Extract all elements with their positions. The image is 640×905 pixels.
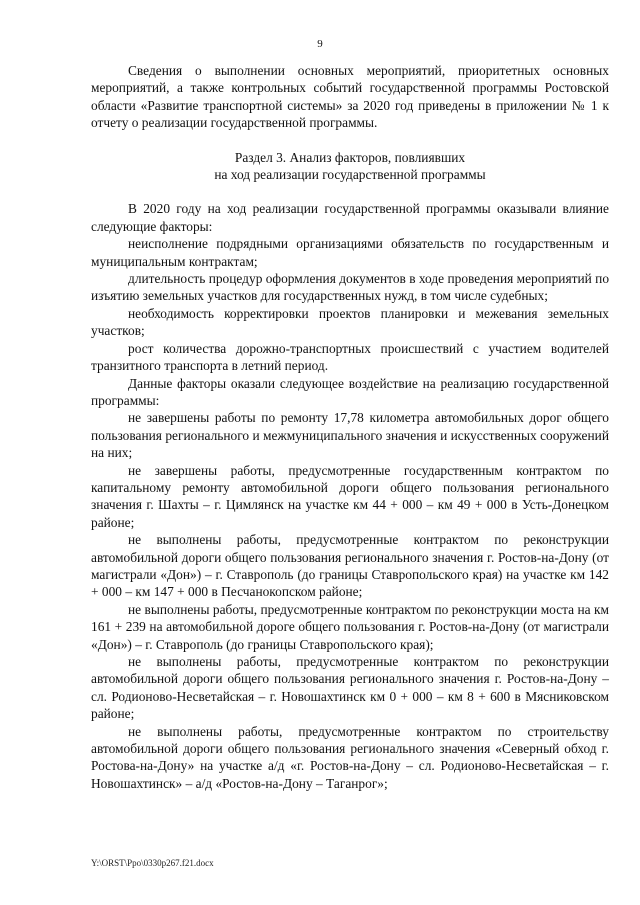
intro-paragraph: Сведения о выполнении основных мероприятий, приоритетных основных мероприятий, а также контрольных событий государственной программы Ростовской области «Развитие транспортной системы» за 2020 год приведены в приложении № 1 к отчету о реализации государственной программы. bbox=[91, 63, 609, 131]
impact-item: не выполнены работы, предусмотренные контрактом по строительству автомобильной дороги общего пользования регионального значения «Северный обход г. Ростова-на-Дону» на участке а/д «г. Ростов-на-Дону – сл. Родионово-Несветайская – г. Новошахтинск» – а/д «Ростов-на-Дону – Таганрог»; bbox=[91, 723, 609, 791]
section-heading-line-1: Раздел 3. Анализ факторов, повлиявших bbox=[234, 149, 466, 165]
footer-file-path: Y:\ORST\Ppo\0330p267.f21.docx bbox=[91, 858, 214, 868]
impact-intro: Данные факторы оказали следующее воздействие на реализацию государственной программы: bbox=[91, 375, 609, 408]
impact-item: не завершены работы по ремонту 17,78 километра автомобильных дорог общего пользования регионального и межмуниципального значения и искусственных сооружений на них; bbox=[91, 410, 609, 461]
spacer bbox=[91, 183, 609, 200]
impact-item: не выполнены работы, предусмотренные контрактом по реконструкции моста на км 161 + 239 на автомобильной дороге общего пользования г. Ростов-на-Дону (от магистрали «Дон») – г. Ставрополь (до границы Ставропольского края); bbox=[91, 601, 609, 652]
page-number: 9 bbox=[317, 38, 323, 50]
factor-item: неисполнение подрядными организациями обязательств по государственным и муниципальным контрактам; bbox=[91, 236, 609, 269]
impact-item: не выполнены работы, предусмотренные контрактом по реконструкции автомобильной дороги общего пользования регионального значения г. Ростов-на-Дону – сл. Родионово-Несветайская – г. Новошахтинск км 0 + 000 – км 8 + 600 в Мясниковском районе; bbox=[91, 654, 609, 722]
factors-intro: В 2020 году на ход реализации государственной программы оказывали влияние следующие факторы: bbox=[91, 201, 609, 234]
spacer bbox=[91, 132, 609, 149]
impact-item: не выполнены работы, предусмотренные контрактом по реконструкции автомобильной дороги общего пользования регионального значения г. Ростов-на-Дону (от магистрали «Дон») – г. Ставрополь (до границы Ставропольского края) на участке км 142 + 000 – км 147 + 000 в Песчанокопском районе; bbox=[91, 532, 609, 600]
section-heading-line-2: на ход реализации государственной программы bbox=[214, 167, 486, 183]
impact-item: не завершены работы, предусмотренные государственным контрактом по капитальному ремонту автомобильной дороги общего пользования регионального значения г. Шахты – г. Цимлянск на участке км 44 + 000 – км 49 + 000 в Усть-Донецком районе; bbox=[91, 462, 609, 530]
factor-item: рост количества дорожно-транспортных происшествий с участием водителей транзитного транспорта в летний период. bbox=[91, 340, 609, 374]
document-body bbox=[91, 62, 609, 792]
factor-item: необходимость корректировки проектов планировки и межевания земельных участков; bbox=[91, 305, 609, 339]
factor-item: длительность процедур оформления документов в ходе проведения мероприятий по изъятию земельных участков для государственных нужд, в том числе судебных; bbox=[91, 271, 610, 304]
